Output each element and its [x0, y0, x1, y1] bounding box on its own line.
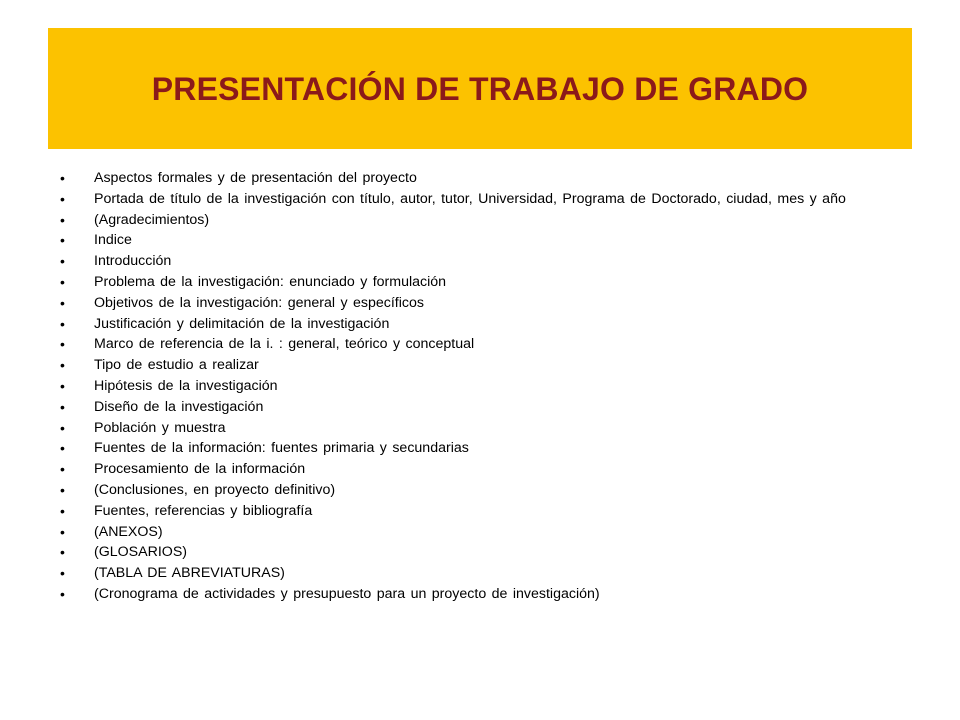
- bullet-icon: •: [60, 544, 65, 561]
- list-item-text: Aspectos formales y de presentación del proyecto: [94, 170, 417, 186]
- list-item: [60, 399, 905, 415]
- bullet-icon: •: [60, 585, 65, 602]
- list-item: [60, 544, 905, 560]
- bullet-icon: •: [60, 170, 65, 186]
- list-item: [60, 170, 905, 186]
- list-item: [60, 565, 905, 581]
- bullet-icon: •: [60, 294, 65, 311]
- bullet-icon: •: [60, 190, 65, 207]
- list-item: [60, 503, 905, 519]
- list-item: [60, 191, 905, 207]
- bullet-icon: •: [60, 523, 65, 540]
- bullet-icon: •: [60, 440, 65, 457]
- list-item-text: Fuentes, referencias y bibliografía: [94, 502, 313, 519]
- list-item-text: (TABLA DE ABREVIATURAS): [94, 565, 285, 582]
- bullet-icon: •: [60, 481, 65, 498]
- list-item: [60, 420, 905, 436]
- list-item-text: Fuentes de la información: fuentes primaria y secundarias: [94, 440, 469, 457]
- bullet-icon: •: [60, 419, 65, 436]
- list-item: [60, 212, 905, 228]
- list-item: [60, 295, 905, 311]
- list-item: [60, 440, 905, 456]
- list-item: [60, 274, 905, 290]
- list-item-text: Población y muestra: [94, 419, 226, 436]
- bullet-icon: •: [60, 232, 65, 249]
- list-item: [60, 316, 905, 332]
- list-item-text: Tipo de estudio a realizar: [94, 357, 259, 374]
- list-item-text: Problema de la investigación: enunciado y formulación: [94, 273, 447, 290]
- list-item-text: Hipótesis de la investigación: [94, 377, 278, 394]
- list-item-text: Introducción: [94, 253, 172, 270]
- bullet-icon: •: [60, 377, 65, 394]
- bullet-icon: •: [60, 357, 65, 374]
- bullet-icon: •: [60, 502, 65, 519]
- bullet-icon: •: [60, 273, 65, 290]
- list-item-text: Justificación y delimitación de la investigación: [94, 315, 390, 332]
- bullet-icon: •: [60, 461, 65, 478]
- list-item-text: Objetivos de la investigación: general y específicos: [94, 294, 424, 311]
- bullet-list: [60, 170, 905, 607]
- list-item-text: Portada de título de la investigación con título, autor, tutor, Universidad, Programa de Doctorado, ciudad, mes y año: [94, 190, 846, 207]
- list-item: [60, 461, 905, 477]
- list-item: [60, 232, 905, 248]
- list-item: [60, 357, 905, 373]
- list-item: [60, 336, 905, 352]
- list-item: [60, 253, 905, 269]
- list-item-text: (Agradecimientos): [94, 211, 210, 228]
- list-item-text: Procesamiento de la información: [94, 461, 306, 478]
- list-item: [60, 586, 905, 602]
- list-item: [60, 524, 905, 540]
- bullet-icon: •: [60, 315, 65, 332]
- bullet-icon: •: [60, 253, 65, 270]
- list-item-text: (Cronograma de actividades y presupuesto para un proyecto de investigación): [94, 585, 600, 602]
- list-item-text: Marco de referencia de la i. : general, teórico y conceptual: [94, 336, 475, 353]
- list-item-text: (ANEXOS): [94, 523, 163, 540]
- list-item: [60, 378, 905, 394]
- list-item-text: Diseño de la investigación: [94, 398, 264, 415]
- slide-title: PRESENTACIÓN DE TRABAJO DE GRADO: [151, 70, 809, 107]
- title-banner: [48, 28, 912, 149]
- list-item-text: Indice: [94, 232, 132, 249]
- bullet-icon: •: [60, 398, 65, 415]
- bullet-icon: •: [60, 336, 65, 353]
- list-item: [60, 482, 905, 498]
- list-item-text: (Conclusiones, en proyecto definitivo): [94, 481, 336, 498]
- list-item-text: (GLOSARIOS): [94, 544, 188, 561]
- bullet-icon: •: [60, 565, 65, 582]
- bullet-icon: •: [60, 211, 65, 228]
